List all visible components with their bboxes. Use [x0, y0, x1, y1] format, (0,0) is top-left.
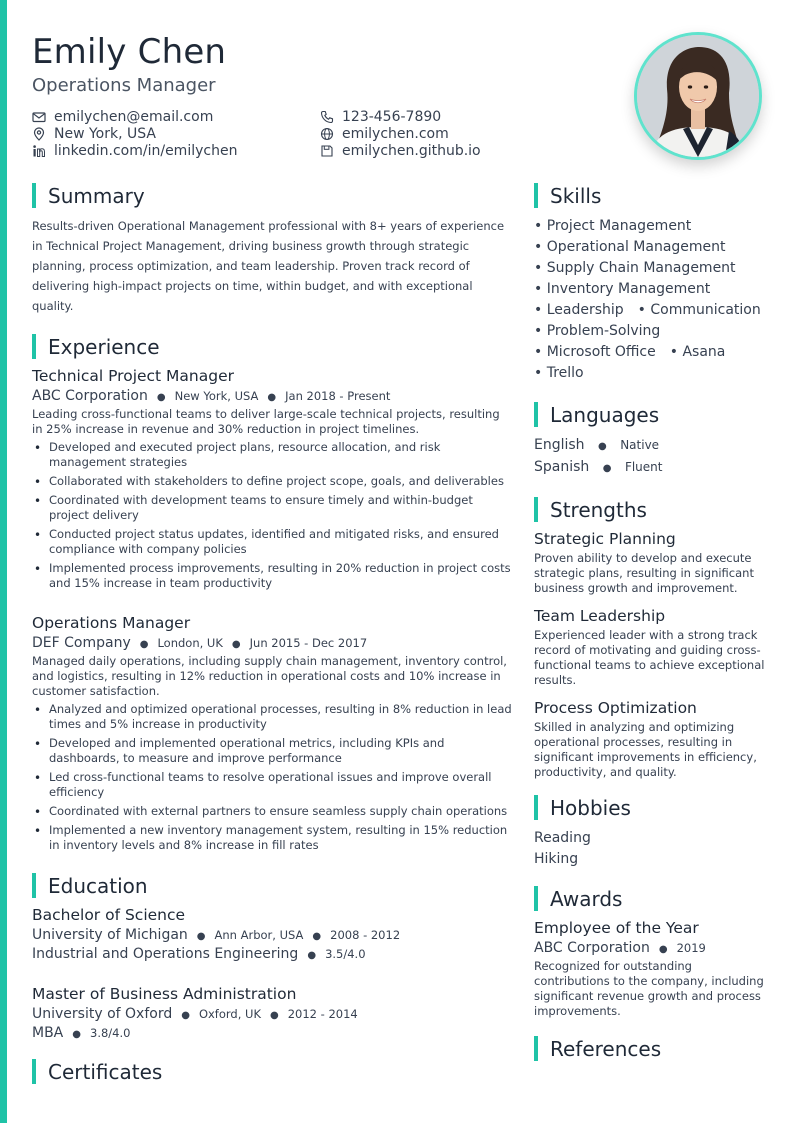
summary-text: Results-driven Operational Management professional with 8+ years of experience in Technical Project Management, driving business growth through strategic planning, process optimization, and team leadership. Proven track record of delivering high-impact projects on time, within budget, and with exceptional quality. [32, 219, 505, 313]
separator-dot: ● [267, 392, 277, 403]
skill-item: • Project Management [534, 218, 692, 234]
job-bullet: • Collaborated with stakeholders to define project scope, goals, and deliverables [32, 474, 512, 489]
degree-school: University of Oxford [32, 1006, 173, 1022]
contact-github[interactable] [320, 142, 481, 159]
hobbies-heading [534, 795, 769, 820]
linkedin-icon [32, 144, 46, 158]
awards-heading [534, 886, 769, 911]
award-org: ABC Corporation [534, 940, 650, 956]
separator-dot: ● [181, 1010, 190, 1021]
job-location: London, UK [157, 636, 223, 650]
award-meta [534, 940, 769, 956]
contact-email[interactable] [32, 108, 237, 125]
strength-title: Team Leadership [534, 607, 666, 625]
degree-field-row [32, 1025, 512, 1041]
degree-title: Bachelor of Science [32, 906, 186, 924]
strength-title: Strategic Planning [534, 530, 676, 548]
skills-title: Skills [550, 183, 602, 208]
job-entry [32, 367, 512, 591]
mail-icon [32, 110, 46, 124]
education-entry [32, 985, 512, 1041]
section-marker [32, 873, 36, 898]
degree-location: Ann Arbor, USA [214, 928, 304, 942]
section-marker [534, 402, 538, 427]
right-column [534, 183, 769, 1069]
job-dates: Jan 2018 - Present [285, 389, 391, 403]
contact-right [320, 108, 481, 159]
job-bullet: • Coordinated with external partners to ensure seamless supply chain operations [32, 804, 512, 819]
references-heading [534, 1036, 769, 1061]
profile-photo [634, 32, 762, 160]
degree-field: Industrial and Operations Engineering [32, 946, 299, 962]
job-entry [32, 614, 512, 853]
accent-bar [0, 0, 7, 1123]
language-name: Spanish [534, 459, 590, 475]
job-bullet: • Conducted project status updates, identified and mitigated risks, and ensured compliance with company policies [32, 527, 512, 557]
language-level: Native [620, 438, 660, 452]
contact-phone-text: 123-456-7890 [342, 108, 442, 125]
skill-item: • Problem-Solving [534, 323, 661, 339]
separator-dot: ● [156, 392, 166, 403]
degree-field: MBA [32, 1025, 64, 1041]
degree-location: Oxford, UK [198, 1007, 261, 1021]
language-item [534, 435, 769, 457]
skill-item: • Operational Management [534, 239, 726, 255]
contact-email-text: emilychen@email.com [54, 108, 214, 125]
section-marker [534, 795, 538, 820]
job-bullet: • Developed and implemented operational metrics, including KPIs and dashboards, to measure and improve performance [32, 736, 512, 766]
section-marker [534, 1036, 538, 1061]
separator-dot: ● [139, 639, 149, 650]
experience-heading [32, 334, 512, 359]
skill-item: • Inventory Management [534, 281, 711, 297]
degree-dates: 2012 - 2014 [287, 1007, 358, 1021]
left-column [32, 183, 512, 1092]
education-heading [32, 873, 512, 898]
job-bullet: • Led cross-functional teams to resolve operational issues and improve overall efficiency [32, 770, 512, 800]
degree-meta [32, 927, 512, 943]
section-marker [32, 183, 36, 208]
degree-meta [32, 1006, 512, 1022]
contact-phone[interactable] [320, 108, 481, 125]
degree-school: University of Michigan [32, 927, 188, 943]
awards-title: Awards [550, 886, 623, 911]
summary-heading [32, 183, 512, 208]
contact-linkedin-text: linkedin.com/in/emilychen [54, 142, 238, 159]
skills-list [534, 216, 769, 384]
hobbies-title: Hobbies [550, 795, 631, 820]
strength-title: Process Optimization [534, 699, 697, 717]
job-description: Leading cross-functional teams to deliver large-scale technical projects, resulting in 25% increase in revenue and 30% reduction in project timelines. [32, 407, 500, 436]
award-description: Recognized for outstanding contributions to the company, including significant revenue growth and process improvements. [534, 959, 764, 1018]
job-title: Technical Project Manager [32, 367, 234, 385]
job-company: ABC Corporation [32, 388, 148, 404]
contact-location-text: New York, USA [54, 125, 156, 142]
job-bullet: • Implemented process improvements, resulting in 20% reduction in project costs and 15% increase in team productivity [32, 561, 512, 591]
separator-dot: ● [658, 944, 668, 955]
degree-gpa: 3.8/4.0 [90, 1026, 131, 1040]
job-location: New York, USA [174, 389, 259, 403]
separator-dot: ● [602, 463, 612, 474]
contact-website[interactable] [320, 125, 481, 142]
contact-linkedin[interactable] [32, 142, 237, 159]
job-bullets [32, 440, 512, 591]
section-marker [32, 334, 36, 359]
contact-website-text: emilychen.com [342, 125, 449, 142]
separator-dot: ● [312, 931, 322, 942]
separator-dot: ● [72, 1029, 81, 1040]
job-description: Managed daily operations, including supply chain management, inventory control, and logistics, resulting in 12% reduction in operational costs and 10% increase in customer satisfaction. [32, 654, 507, 698]
separator-dot: ● [231, 639, 241, 650]
contact-github-text: emilychen.github.io [342, 142, 481, 159]
degree-dates: 2008 - 2012 [330, 928, 401, 942]
skill-item: • Trello [534, 365, 584, 381]
skill-item: • Microsoft Office [534, 344, 656, 360]
skill-item: • Communication [637, 302, 761, 318]
job-bullet: • Developed and executed project plans, resource allocation, and risk management strategies [32, 440, 512, 470]
education-entry [32, 906, 512, 962]
job-meta [32, 388, 512, 404]
job-bullet: • Coordinated with development teams to ensure timely and within-budget project delivery [32, 493, 512, 523]
separator-dot: ● [307, 950, 317, 961]
job-meta [32, 635, 512, 651]
degree-field-row [32, 946, 512, 962]
strength-description: Proven ability to develop and execute strategic plans, resulting in significant business growth and improvement. [534, 551, 754, 595]
job-bullet: • Analyzed and optimized operational processes, resulting in 8% reduction in lead times and 5% increase in productivity [32, 702, 512, 732]
candidate-name: Emily Chen [32, 32, 227, 72]
separator-dot: ● [196, 931, 206, 942]
job-dates: Jun 2015 - Dec 2017 [249, 636, 368, 650]
languages-heading [534, 402, 769, 427]
summary-title: Summary [48, 183, 145, 208]
award-year: 2019 [676, 941, 706, 955]
profile-photo-illustration [637, 35, 759, 157]
section-marker [534, 886, 538, 911]
strength-description: Experienced leader with a strong track record of motivating and guiding cross-functional teams to achieve exceptional results. [534, 628, 765, 687]
award-title: Employee of the Year [534, 919, 699, 937]
languages-title: Languages [550, 402, 660, 427]
map-pin-icon [32, 127, 46, 141]
job-bullet: • Implemented a new inventory management system, resulting in 15% reduction in inventory levels and 8% increase in fill rates [32, 823, 512, 853]
globe-icon [320, 127, 334, 141]
job-bullets [32, 702, 512, 853]
strength-description: Skilled in analyzing and optimizing operational processes, resulting in significant improvements in efficiency, productivity, and quality. [534, 720, 757, 779]
language-level: Fluent [624, 460, 663, 474]
education-title: Education [48, 873, 148, 898]
contact-location [32, 125, 237, 142]
separator-dot: ● [270, 1010, 279, 1021]
section-marker [534, 183, 538, 208]
degree-title: Master of Business Administration [32, 985, 297, 1003]
skill-item: • Asana [669, 344, 726, 360]
strengths-title: Strengths [550, 497, 647, 522]
job-company: DEF Company [32, 635, 131, 651]
certificates-heading [32, 1059, 512, 1084]
save-icon [320, 144, 334, 158]
separator-dot: ● [598, 441, 607, 452]
section-marker [32, 1059, 36, 1084]
phone-icon [320, 110, 334, 124]
experience-title: Experience [48, 334, 160, 359]
section-marker [534, 497, 538, 522]
job-title: Operations Manager [32, 614, 191, 632]
skills-heading [534, 183, 769, 208]
references-title: References [550, 1036, 662, 1061]
hobby-item: Reading [534, 830, 591, 846]
strengths-heading [534, 497, 769, 522]
skill-item: • Leadership [534, 302, 624, 318]
candidate-role: Operations Manager [32, 75, 216, 96]
certificates-title: Certificates [48, 1059, 163, 1084]
contact-left [32, 108, 237, 159]
language-item [534, 457, 769, 479]
hobby-item: Hiking [534, 851, 579, 867]
degree-gpa: 3.5/4.0 [325, 947, 366, 961]
language-name: English [534, 437, 585, 453]
skill-item: • Supply Chain Management [534, 260, 736, 276]
